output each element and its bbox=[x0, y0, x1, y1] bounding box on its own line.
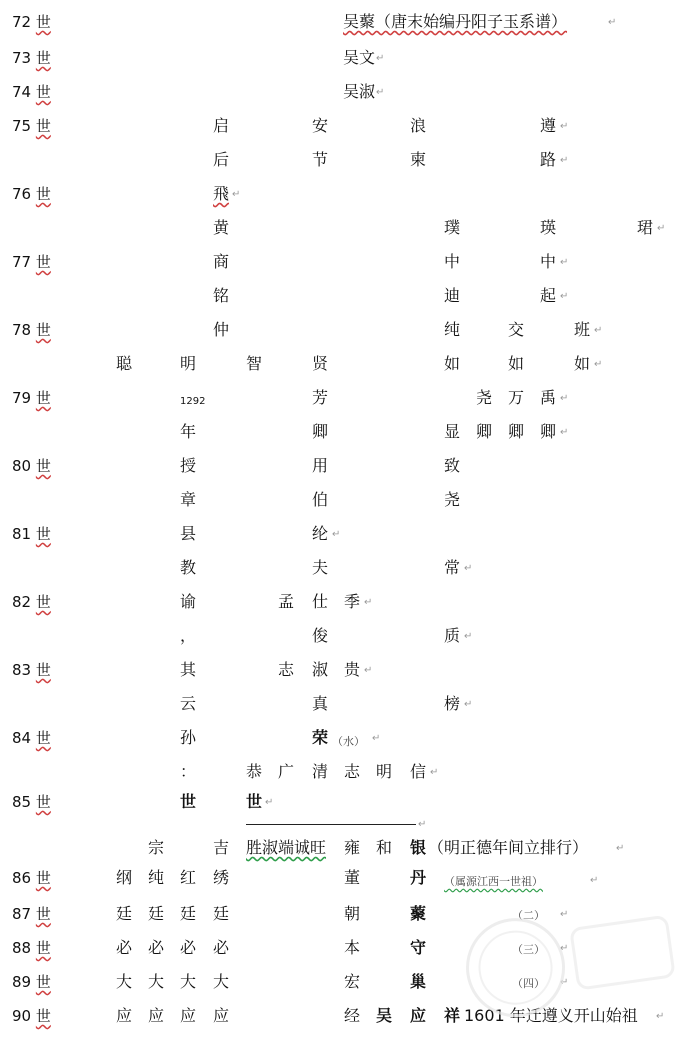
name-char: 必 bbox=[180, 938, 197, 957]
generation-number: 81 bbox=[12, 525, 36, 543]
name-char: 吉 bbox=[213, 838, 230, 857]
name-char: 必 bbox=[116, 938, 133, 957]
generation-label bbox=[12, 252, 51, 272]
name-char: 其 bbox=[180, 660, 197, 679]
name-char: 应 bbox=[410, 1006, 427, 1025]
generation-number: 74 bbox=[12, 83, 36, 101]
name-char: 遵 bbox=[540, 116, 557, 135]
name-char: 伯 bbox=[312, 490, 329, 509]
generation-suffix: 世 bbox=[35, 869, 51, 887]
name-char: 如 bbox=[444, 354, 461, 373]
name-char: 俊 bbox=[312, 626, 329, 645]
generation-label bbox=[12, 48, 51, 68]
paragraph-mark-icon: ↵ bbox=[560, 393, 569, 404]
name-char: 卿 bbox=[476, 422, 493, 441]
name-char: 卿 bbox=[540, 422, 557, 441]
generation-label bbox=[12, 868, 51, 888]
generation-number: 82 bbox=[12, 593, 36, 611]
name-char: 大 bbox=[148, 972, 165, 991]
name-char: 应 bbox=[213, 1006, 230, 1025]
generation-suffix: 世 bbox=[35, 321, 51, 339]
name-char: 丹 bbox=[410, 868, 427, 887]
paragraph-mark-icon: ↵ bbox=[608, 17, 617, 28]
paragraph-mark-icon: ↵ bbox=[418, 819, 427, 830]
name-char: 致 bbox=[444, 456, 461, 475]
name-char: 纶 bbox=[312, 524, 329, 543]
name-char: 珺 bbox=[637, 218, 654, 237]
name-char: 用 bbox=[312, 456, 329, 475]
name-char: 禹 bbox=[540, 388, 557, 407]
note: （明正德年间立排行） bbox=[428, 838, 589, 857]
generation-suffix: 世 bbox=[35, 1007, 51, 1025]
name-char: 荣 bbox=[312, 728, 329, 747]
name-char: 大 bbox=[180, 972, 197, 991]
name-char: 年 bbox=[180, 422, 197, 441]
name-char: 浪 bbox=[410, 116, 427, 135]
generation-label bbox=[12, 388, 51, 408]
generation-suffix: 世 bbox=[35, 973, 51, 991]
name-char: 飛 bbox=[213, 184, 230, 203]
name-char: 启 bbox=[213, 116, 230, 135]
generation-suffix: 世 bbox=[35, 661, 51, 679]
paragraph-mark-icon: ↵ bbox=[657, 223, 666, 234]
name-char: 宗 bbox=[148, 838, 165, 857]
paragraph-mark-icon: ↵ bbox=[376, 53, 385, 64]
generation-number: 84 bbox=[12, 729, 36, 747]
name-char: 应 bbox=[148, 1006, 165, 1025]
generation-number: 73 bbox=[12, 49, 36, 67]
generation-suffix: 世 bbox=[35, 185, 51, 203]
name-char: 广 bbox=[278, 762, 295, 781]
name-char: 红 bbox=[180, 868, 197, 887]
name-char: 尧 bbox=[444, 490, 461, 509]
name-char: 商 bbox=[213, 252, 230, 271]
generation-label bbox=[12, 938, 51, 958]
name-char: 宏 bbox=[344, 972, 361, 991]
name-char: 后 bbox=[213, 150, 230, 169]
name-char: 明 bbox=[180, 354, 197, 373]
name-char: 绣 bbox=[213, 868, 230, 887]
generation-suffix: 世 bbox=[35, 729, 51, 747]
name-char: 迪 bbox=[444, 286, 461, 305]
generation-number: 77 bbox=[12, 253, 36, 271]
name-char: 万 bbox=[508, 388, 525, 407]
name-char: 大 bbox=[213, 972, 230, 991]
paragraph-mark-icon: ↵ bbox=[464, 699, 473, 710]
generation-number: 79 bbox=[12, 389, 36, 407]
name-char: 起 bbox=[540, 286, 557, 305]
name-char: 聪 bbox=[116, 354, 133, 373]
ancestor-line: 吴藂（唐末始编丹阳子玉系谱） bbox=[343, 12, 568, 31]
name-char: 质 bbox=[444, 626, 461, 645]
name-char: 纯 bbox=[148, 868, 165, 887]
paragraph-mark-icon: ↵ bbox=[616, 843, 625, 854]
name-char: 季 bbox=[344, 592, 361, 611]
name-char: 授 bbox=[180, 456, 197, 475]
name-char: 榜 bbox=[444, 694, 461, 713]
generation-number: 89 bbox=[12, 973, 36, 991]
note: （二） bbox=[512, 909, 545, 922]
name-char: 显 bbox=[444, 422, 461, 441]
name-char: 璞 bbox=[444, 218, 461, 237]
name-char: 必 bbox=[148, 938, 165, 957]
paragraph-mark-icon: ↵ bbox=[265, 797, 274, 808]
paragraph-mark-icon: ↵ bbox=[560, 155, 569, 166]
name-char: 巢 bbox=[410, 972, 427, 991]
name-char: 铭 bbox=[213, 286, 230, 305]
generation-suffix: 世 bbox=[35, 117, 51, 135]
name-char: 章 bbox=[180, 490, 197, 509]
paragraph-mark-icon: ↵ bbox=[364, 597, 373, 608]
name-char: 孙 bbox=[180, 728, 197, 747]
generation-label bbox=[12, 320, 51, 340]
generation-suffix: 世 bbox=[35, 457, 51, 475]
note: （属源江西一世祖） bbox=[444, 875, 543, 888]
year-note: 1292 bbox=[180, 396, 206, 407]
name-char: 必 bbox=[213, 938, 230, 957]
generation-label bbox=[12, 660, 51, 680]
generation-suffix: 世 bbox=[35, 939, 51, 957]
name-char: 清 bbox=[312, 762, 329, 781]
name-char: 谕 bbox=[180, 592, 197, 611]
generation-suffix: 世 bbox=[35, 525, 51, 543]
generation-label bbox=[12, 792, 51, 812]
name-char: 仲 bbox=[213, 320, 230, 339]
generation-suffix: 世 bbox=[35, 83, 51, 101]
name-char: 路 bbox=[540, 150, 557, 169]
name-char: 廷 bbox=[148, 904, 165, 923]
name-char: 云 bbox=[180, 694, 197, 713]
paragraph-mark-icon: ↵ bbox=[376, 87, 385, 98]
name-char: 智 bbox=[246, 354, 263, 373]
name-char: 教 bbox=[180, 558, 197, 577]
paragraph-mark-icon: ↵ bbox=[560, 121, 569, 132]
name-char: 纲 bbox=[116, 868, 133, 887]
generation-label bbox=[12, 12, 51, 32]
paragraph-mark-icon: ↵ bbox=[560, 909, 569, 920]
generation-label bbox=[12, 456, 51, 476]
name-char: 和 bbox=[376, 838, 393, 857]
paragraph-mark-icon: ↵ bbox=[560, 257, 569, 268]
paragraph-mark-icon: ↵ bbox=[560, 291, 569, 302]
note: 1601 年迁遵义开山始祖 bbox=[464, 1006, 638, 1025]
generation-number: 78 bbox=[12, 321, 36, 339]
paragraph-mark-icon: ↵ bbox=[560, 977, 569, 988]
name-char: 交 bbox=[508, 320, 525, 339]
paragraph-mark-icon: ↵ bbox=[232, 189, 241, 200]
generation-number: 75 bbox=[12, 117, 36, 135]
generation-suffix: 世 bbox=[35, 905, 51, 923]
name-char: 吴 bbox=[376, 1006, 393, 1025]
generation-number: 83 bbox=[12, 661, 36, 679]
generation-suffix: 世 bbox=[35, 389, 51, 407]
name-char: 廷 bbox=[116, 904, 133, 923]
paragraph-mark-icon: ↵ bbox=[464, 563, 473, 574]
name-char: 节 bbox=[312, 150, 329, 169]
name-char: 志 bbox=[278, 660, 295, 679]
name-char: 尧 bbox=[476, 388, 493, 407]
generation-number: 76 bbox=[12, 185, 36, 203]
name-char: 中 bbox=[444, 252, 461, 271]
generation-number: 86 bbox=[12, 869, 36, 887]
name-char: 纯 bbox=[444, 320, 461, 339]
name-char: 贤 bbox=[312, 354, 329, 373]
name-char: 卿 bbox=[312, 422, 329, 441]
name-char: 应 bbox=[116, 1006, 133, 1025]
name-char: 廷 bbox=[213, 904, 230, 923]
generation-number: 88 bbox=[12, 939, 36, 957]
name-char: ： bbox=[180, 762, 197, 781]
paragraph-mark-icon: ↵ bbox=[430, 767, 439, 778]
name-char: 芳 bbox=[312, 388, 329, 407]
name-char: 朝 bbox=[344, 904, 361, 923]
name-char: 仕 bbox=[312, 592, 329, 611]
name-char: 廷 bbox=[180, 904, 197, 923]
name-char: 本 bbox=[344, 938, 361, 957]
name-char: 常 bbox=[444, 558, 461, 577]
generation-label bbox=[12, 184, 51, 204]
generation-label bbox=[12, 116, 51, 136]
note: （三） bbox=[512, 943, 545, 956]
name-char: 明 bbox=[376, 762, 393, 781]
name-char: 淑 bbox=[312, 660, 329, 679]
generation-label bbox=[12, 524, 51, 544]
generation-label bbox=[12, 972, 51, 992]
generation-number: 90 bbox=[12, 1007, 36, 1025]
name-char: 世 bbox=[180, 792, 197, 811]
name-char: 柬 bbox=[410, 150, 427, 169]
name-char: 董 bbox=[344, 868, 361, 887]
divider-line bbox=[246, 824, 416, 825]
name-char: 藂 bbox=[410, 904, 427, 923]
note: （四） bbox=[512, 977, 545, 990]
name-char: 瑛 bbox=[540, 218, 557, 237]
name-char: 如 bbox=[574, 354, 591, 373]
name-char: 黄 bbox=[213, 218, 230, 237]
paragraph-mark-icon: ↵ bbox=[560, 943, 569, 954]
paragraph-mark-icon: ↵ bbox=[560, 427, 569, 438]
generation-number: 72 bbox=[12, 13, 36, 31]
name-char: 大 bbox=[116, 972, 133, 991]
paragraph-mark-icon: ↵ bbox=[594, 325, 603, 336]
name-char: 卿 bbox=[508, 422, 525, 441]
name-char: 雍 bbox=[344, 838, 361, 857]
ancestor-line: 吴文 bbox=[343, 48, 376, 67]
name-char: 信 bbox=[410, 762, 427, 781]
note: （水） bbox=[332, 735, 365, 748]
name-char: 志 bbox=[344, 762, 361, 781]
name-char: 应 bbox=[180, 1006, 197, 1025]
name-char: ， bbox=[180, 626, 197, 645]
generation-suffix: 世 bbox=[35, 49, 51, 67]
name-char: 世 bbox=[246, 792, 263, 811]
ancestor-line: 吴淑 bbox=[343, 82, 376, 101]
paragraph-mark-icon: ↵ bbox=[464, 631, 473, 642]
name-char: 中 bbox=[540, 252, 557, 271]
name-char: 孟 bbox=[278, 592, 295, 611]
name-char: 经 bbox=[344, 1006, 361, 1025]
paragraph-mark-icon: ↵ bbox=[372, 733, 381, 744]
name-char: 守 bbox=[410, 938, 427, 957]
name-char: 县 bbox=[180, 524, 197, 543]
name-char: 班 bbox=[574, 320, 591, 339]
name-char: 银 bbox=[410, 838, 427, 857]
generation-suffix: 世 bbox=[35, 593, 51, 611]
paragraph-mark-icon: ↵ bbox=[332, 529, 341, 540]
name-char: 如 bbox=[508, 354, 525, 373]
generation-names: 胜淑端诚旺 bbox=[246, 838, 327, 857]
generation-suffix: 世 bbox=[35, 253, 51, 271]
name-char: 贵 bbox=[344, 660, 361, 679]
name-char: 夫 bbox=[312, 558, 329, 577]
generation-number: 87 bbox=[12, 905, 36, 923]
paragraph-mark-icon: ↵ bbox=[590, 875, 599, 886]
name-char: 祥 bbox=[444, 1006, 461, 1025]
generation-number: 80 bbox=[12, 457, 36, 475]
generation-suffix: 世 bbox=[35, 793, 51, 811]
paragraph-mark-icon: ↵ bbox=[594, 359, 603, 370]
name-char: 安 bbox=[312, 116, 329, 135]
generation-label bbox=[12, 728, 51, 748]
name-char: 真 bbox=[312, 694, 329, 713]
paragraph-mark-icon: ↵ bbox=[364, 665, 373, 676]
generation-label bbox=[12, 1006, 51, 1026]
paragraph-mark-icon: ↵ bbox=[656, 1011, 665, 1022]
generation-label bbox=[12, 904, 51, 924]
generation-label bbox=[12, 82, 51, 102]
generation-label bbox=[12, 592, 51, 612]
generation-number: 85 bbox=[12, 793, 36, 811]
name-char: 恭 bbox=[246, 762, 263, 781]
generation-suffix: 世 bbox=[35, 13, 51, 31]
